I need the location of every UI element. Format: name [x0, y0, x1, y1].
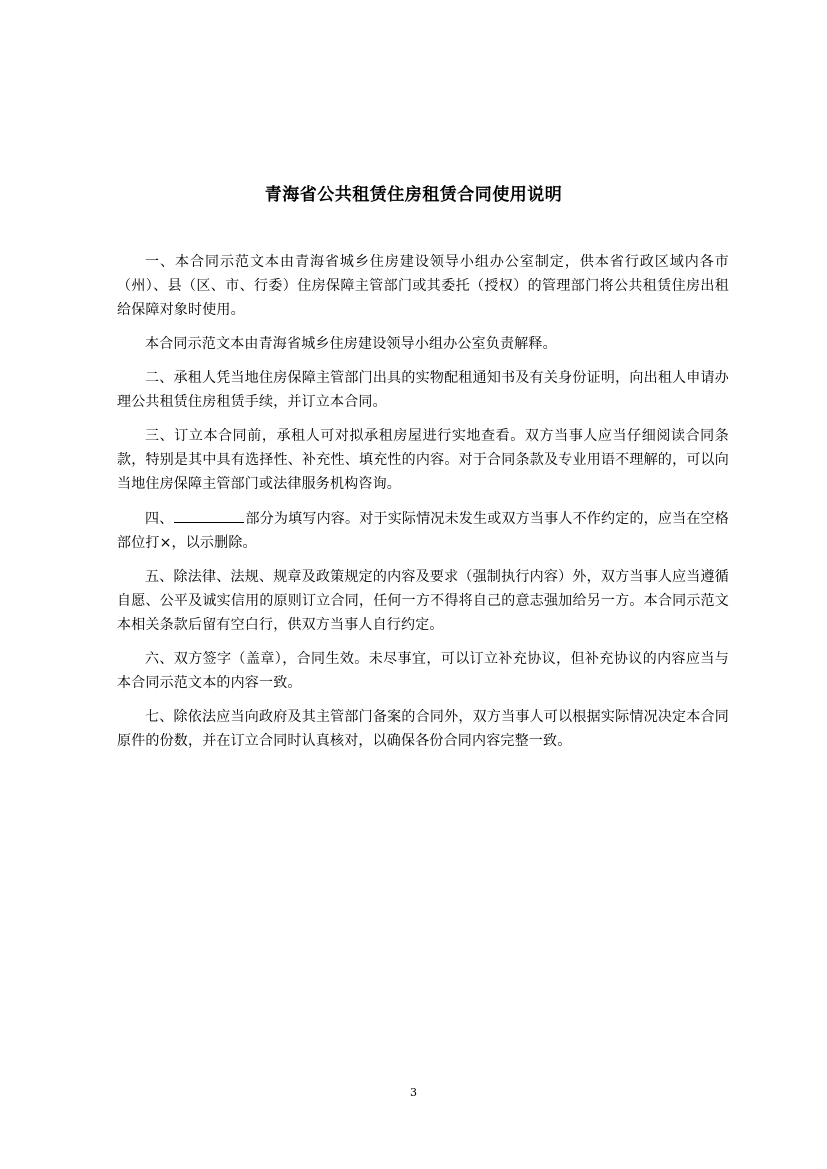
document-title: 青海省公共租赁住房租赁合同使用说明	[264, 185, 563, 205]
paragraph-7: 七、除依法应当向政府及其主管部门备案的合同外，双方当事人可以根据实际情况决定本合同原件的份数，并在订立合同时认真核对，以确保各份合同内容完整一致。	[117, 709, 729, 749]
paragraph-4-text: 部分为填写内容。对于实际情况未发生或双方当事人不作约定的，应当在空格部位打×，以示删除。	[117, 511, 729, 551]
paragraph-1: 一、本合同示范文本由青海省城乡住房建设领导小组办公室制定，供本省行政区域内各市（州）、县（区、市、行委）住房保障主管部门或其委托（授权）的管理部门将公共租赁住房出租给保障对象时使用。	[117, 254, 729, 318]
page-number: 3	[410, 1086, 417, 1099]
paragraph-4	[117, 506, 729, 555]
paragraph-5: 五、除法律、法规、规章及政策规定的内容及要求（强制执行内容）外，双方当事人应当遵循自愿、公平及诚实信用的原则订立合同，任何一方不得将自己的意志强加给另一方。本合同示范文本相关条款后留有空白行，供双方当事人自行约定。	[117, 569, 729, 633]
paragraph-3: 三、订立本合同前，承租人可对拟承租房屋进行实地查看。双方当事人应当仔细阅读合同条款，特别是其中具有选择性、补充性、填充性的内容。对于合同条款及专业用语不理解的，可以向当地住房保障主管部门或法律服务机构咨询。	[117, 428, 729, 492]
fill-in-blank-line	[174, 506, 244, 523]
paragraph-2: 二、承租人凭当地住房保障主管部门出具的实物配租通知书及有关身份证明，向出租人申请办理公共租赁住房租赁手续，并订立本合同。	[117, 370, 729, 410]
paragraph-interpretation: 本合同示范文本由青海省城乡住房建设领导小组办公室负责解释。	[145, 336, 557, 352]
paragraph-4-prefix: 四、	[145, 511, 174, 527]
paragraph-6: 六、双方签字（盖章），合同生效。未尽事宜，可以订立补充协议，但补充协议的内容应当与本合同示范文本的内容一致。	[117, 651, 729, 691]
document-body	[117, 250, 729, 763]
